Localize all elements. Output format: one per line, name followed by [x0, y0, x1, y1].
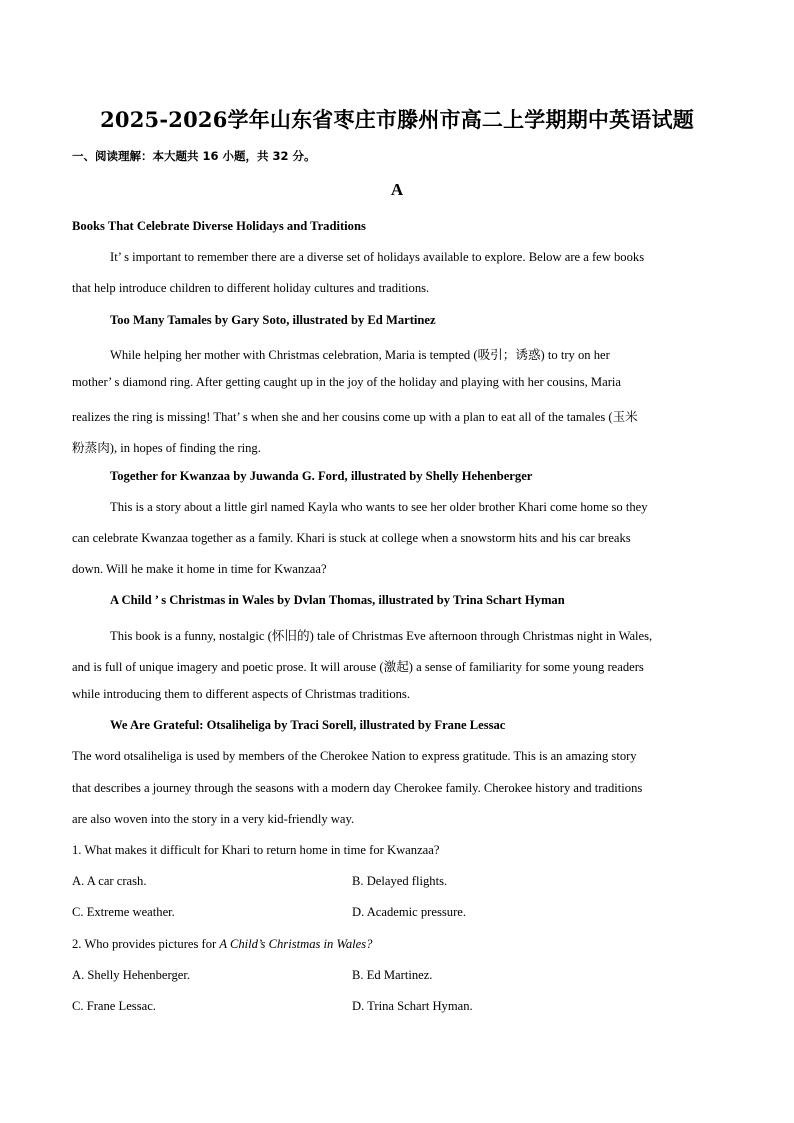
book-text-line: down. Will he make it home in time for Kwanzaa? — [72, 562, 327, 576]
book-text-line: are also woven into the story in a very kid-friendly way. — [72, 812, 355, 826]
passage-title: Books That Celebrate Diverse Holidays and Traditions — [72, 219, 366, 233]
book-heading: Too Many Tamales by Gary Soto, illustrated by Ed Martinez — [110, 313, 436, 327]
page-title: 2025-2026学年山东省枣庄市滕州市高二上学期期中英语试题 — [100, 107, 694, 132]
question-2 — [72, 937, 372, 952]
passage-letter: A — [390, 180, 404, 199]
book-heading: We Are Grateful: Otsaliheliga by Traci Sorell, illustrated by Frane Lessac — [110, 718, 506, 732]
book-heading: Together for Kwanzaa by Juwanda G. Ford, illustrated by Shelly Hehenberger — [110, 469, 533, 483]
intro-line: that help introduce children to different holiday cultures and traditions. — [72, 281, 430, 295]
option-b: B. Ed Martinez. — [352, 968, 433, 982]
book-text-line: While helping her mother with Christmas celebration, Maria is tempted (吸引；诱惑) to try on her — [110, 348, 610, 362]
intro-line: It’ s important to remember there are a diverse set of holidays available to explore. Below are a few books — [110, 250, 645, 264]
book-text-line: The word otsaliheliga is used by members of the Cherokee Nation to express gratitude. This is an amazing story — [72, 749, 637, 763]
option-d: D. Academic pressure. — [352, 905, 467, 919]
section-heading: 一、阅读理解：本大题共 16 小题，共 32 分。 — [72, 149, 316, 163]
book-text-line: can celebrate Kwanzaa together as a family. Khari is stuck at college when a snowstorm hits and his car breaks — [72, 531, 631, 545]
book-text-line: mother’ s diamond ring. After getting caught up in the joy of the holiday and playing with her cousins, Maria — [72, 375, 621, 389]
book-text-line: and is full of unique imagery and poetic prose. It will arouse (激起) a sense of familiarity for some young readers — [72, 660, 644, 674]
book-heading: A Child ’ s Christmas in Wales by Dvlan Thomas, illustrated by Trina Schart Hyman — [110, 593, 565, 607]
option-c: C. Extreme weather. — [72, 905, 175, 919]
option-a: A. Shelly Hehenberger. — [72, 968, 190, 982]
book-text-line: 粉蒸肉), in hopes of finding the ring. — [72, 441, 261, 455]
question-1 — [72, 843, 439, 858]
book-title-italic: A Child’s Christmas in Wales? — [219, 937, 373, 951]
book-text-line: that describes a journey through the seasons with a modern day Cherokee family. Cherokee history and traditions — [72, 781, 643, 795]
option-c: C. Frane Lessac. — [72, 999, 156, 1013]
question-number: 1 — [72, 843, 79, 857]
option-b: B. Delayed flights. — [352, 874, 448, 888]
option-d: D. Trina Schart Hyman. — [352, 999, 473, 1013]
question-text: . What makes it difficult for Khari to return home in time for Kwanzaa? — [78, 843, 440, 857]
question-number: 2 — [72, 937, 79, 951]
book-text-line: while introducing them to different aspects of Christmas traditions. — [72, 687, 410, 701]
book-text-line: realizes the ring is missing! That’ s when she and her cousins come up with a plan to eat all of the tamales (玉米 — [72, 410, 638, 424]
option-a: A. A car crash. — [72, 874, 147, 888]
question-text: . Who provides pictures for — [78, 937, 220, 951]
book-text-line: This is a story about a little girl named Kayla who wants to see her older brother Khari come home so they — [110, 500, 648, 514]
book-text-line: This book is a funny, nostalgic (怀旧的) tale of Christmas Eve afternoon through Christmas night in Wales, — [110, 629, 653, 643]
